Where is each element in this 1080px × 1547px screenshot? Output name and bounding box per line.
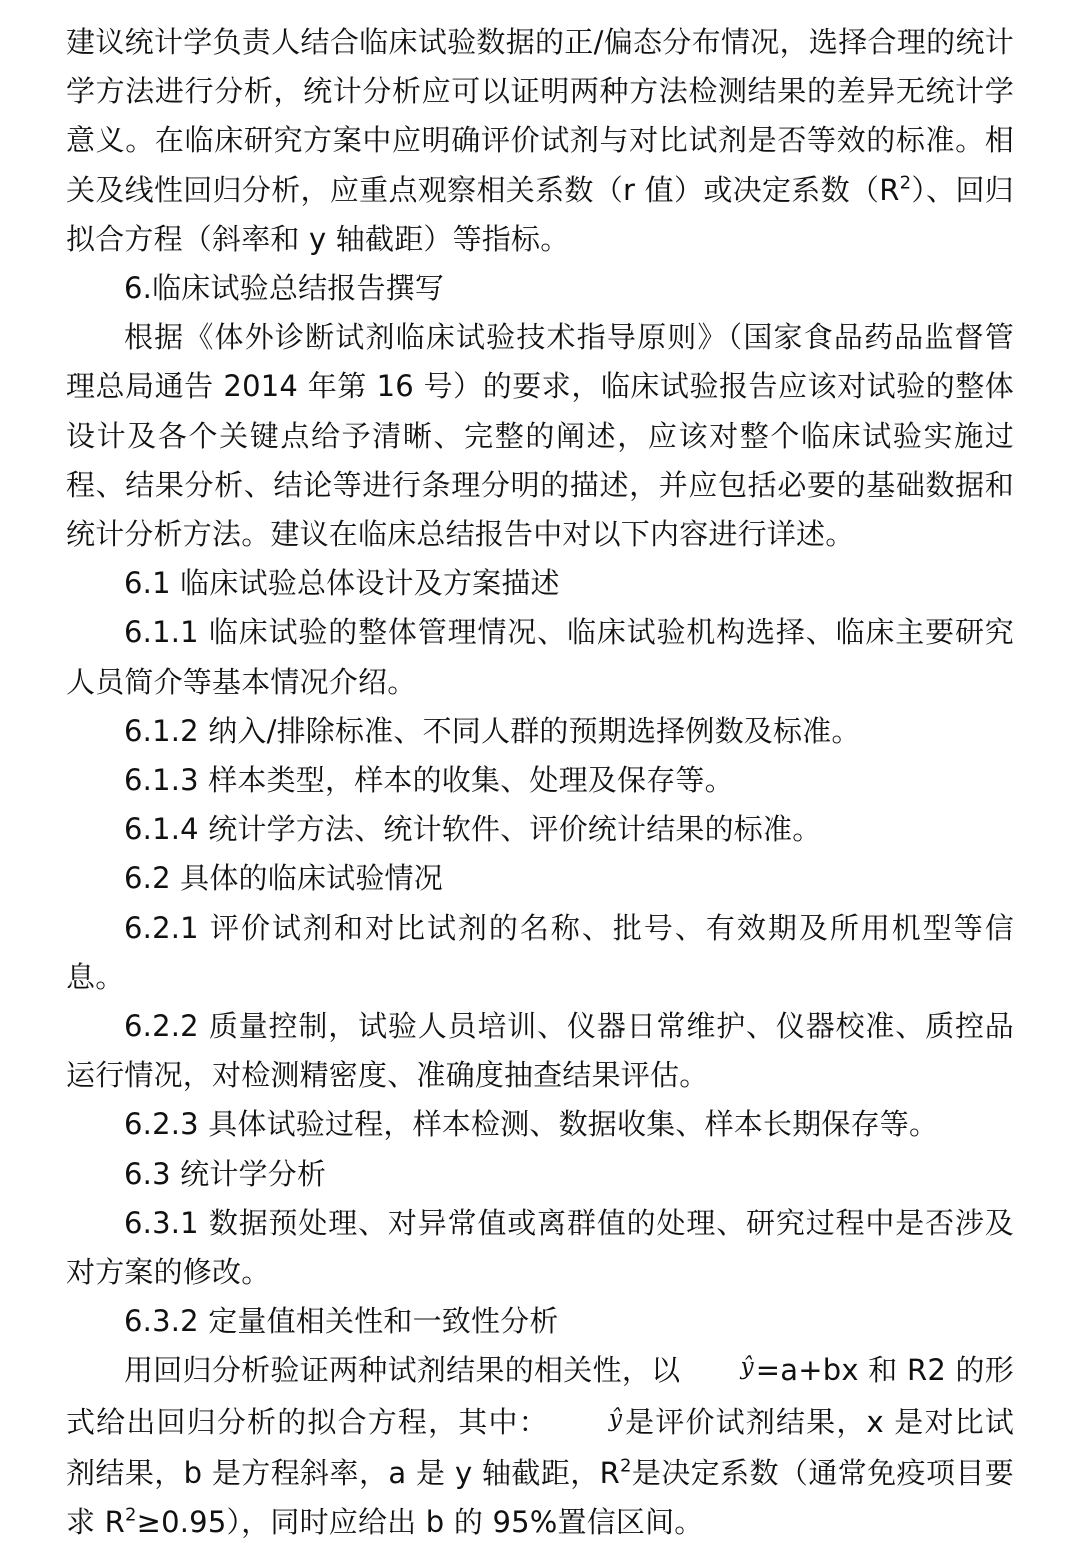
superscript-2: 2: [620, 1455, 632, 1477]
heading-6-1: 6.1 临床试验总体设计及方案描述: [124, 566, 560, 601]
superscript-2: 2: [124, 1504, 137, 1526]
heading-6-2: 6.2 具体的临床试验情况: [124, 861, 443, 896]
item-6-1-4: 6.1.4 统计学方法、统计软件、评价统计结果的标准。: [124, 812, 822, 847]
item-6-3-1: 6.3.1 数据预处理、对异常值或离群值的处理、研究过程中是否涉及对方案的修改。: [66, 1205, 1014, 1290]
item-6-1-2: 6.1.2 纳入/排除标准、不同人群的预期选择例数及标准。: [124, 713, 861, 748]
regression-text-4: 是决定系数（通常免疫项目要求 R: [66, 1455, 1014, 1540]
document-page: [66, 18, 1014, 1547]
regression-text-3: 是评价试剂结果，x 是对比试剂结果，b 是方程斜率，a 是 y 轴截距，R: [66, 1404, 1015, 1490]
paragraph-report-guideline: 根据《体外诊断试剂临床试验技术指导原则》（国家食品药品监督管理总局通告 2014 年第 16 号）的要求，临床试验报告应该对试验的整体设计及各个关键点给予清晰、完整的阐述，应该对整个临床试验实施过程、结果分析、结论等进行条理分明的描述，并应包括必要的基础数据和统计分析方法。建议在临床总结报告中对以下内容进行详述。: [66, 320, 1014, 552]
item-6-2-2: 6.2.2 质量控制，试验人员培训、仪器日常维护、仪器校准、质控品运行情况，对检测精密度、准确度抽查结果评估。: [66, 1009, 1014, 1093]
item-6-1-3: 6.1.3 样本类型，样本的收集、处理及保存等。: [124, 763, 734, 798]
intro-tail: ）、回归拟合方程（斜率和 y 轴截距）等指标。: [66, 172, 1014, 256]
y-hat-symbol: ŷ: [608, 1404, 623, 1432]
item-6-3-2: 6.3.2 定量值相关性和一致性分析: [124, 1304, 559, 1339]
item-6-2-1: 6.2.1 评价试剂和对比试剂的名称、批号、有效期及所用机型等信息。: [66, 910, 1014, 994]
intro-text: 建议统计学负责人结合临床试验数据的正/偏态分布情况，选择合理的统计学方法进行分析，统计分析应可以证明两种方法检测结果的差异无统计学意义。在临床研究方案中应明确评价试剂与对比试剂是否等效的标准。相关及线性回归分析，应重点观察相关系数（r 值）或决定系数（R: [66, 25, 1014, 207]
regression-text-2: =a+bx 和 R2 的形式给出回归分析的拟合方程，其中：: [66, 1353, 1014, 1439]
heading-6-3: 6.3 统计学分析: [124, 1156, 327, 1191]
regression-text-5: ≥0.95），同时应给出 b 的 95%置信区间。: [136, 1505, 704, 1540]
y-hat-symbol: ŷ: [740, 1353, 754, 1381]
section-heading-6: 6.临床试验总结报告撰写: [124, 271, 445, 306]
paragraph-regression: [66, 1346, 1014, 1547]
item-6-2-3: 6.2.3 具体试验过程，样本检测、数据收集、样本长期保存等。: [124, 1107, 939, 1142]
paragraph-statistics-intro: [66, 18, 1014, 264]
superscript-2: 2: [899, 171, 912, 193]
item-6-1-1: 6.1.1 临床试验的整体管理情况、临床试验机构选择、临床主要研究人员简介等基本情况介绍。: [66, 615, 1014, 699]
regression-text-1: 用回归分析验证两种试剂结果的相关性，以: [124, 1353, 681, 1388]
